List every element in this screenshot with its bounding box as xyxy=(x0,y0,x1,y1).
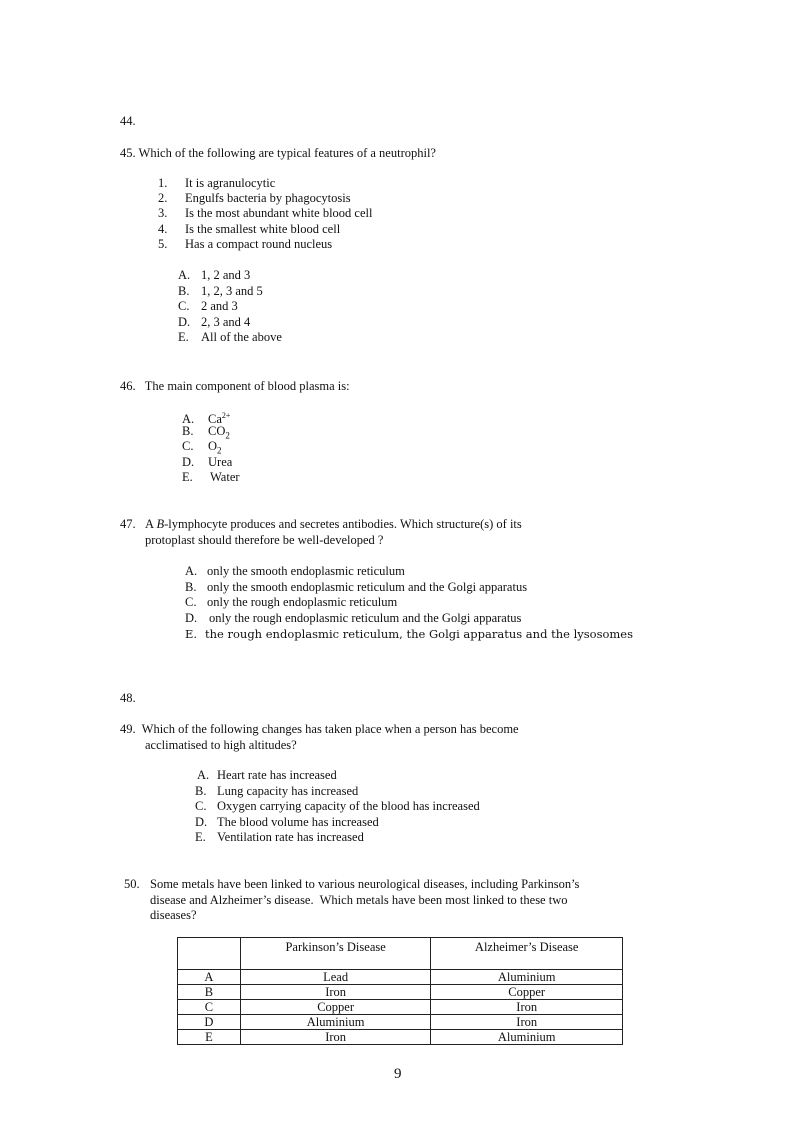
table-cell: Iron xyxy=(431,1000,623,1015)
option-letter: E. xyxy=(182,470,193,484)
answer-option-b[interactable] xyxy=(195,784,358,799)
statement-item xyxy=(158,191,351,206)
statement-item xyxy=(158,222,340,237)
table-cell: Lead xyxy=(240,970,431,985)
answer-option-d[interactable] xyxy=(178,315,250,330)
question-text-rest: -lymphocyte produces and secretes antibodies. Which structure(s) of its xyxy=(164,517,522,531)
statement-number: 5. xyxy=(158,237,168,251)
table-cell: A xyxy=(178,970,241,985)
option-letter: C. xyxy=(185,595,197,609)
option-text: The blood volume has increased xyxy=(217,815,379,829)
question-49-line-1: 49. Which of the following changes has taken place when a person has become xyxy=(120,722,519,736)
table-header-cell: Parkinson’s Disease xyxy=(240,938,431,970)
option-text: only the smooth endoplasmic reticulum xyxy=(207,564,405,578)
table-cell: E xyxy=(178,1030,241,1045)
answer-option-e[interactable] xyxy=(182,470,240,485)
statement-text: Is the most abundant white blood cell xyxy=(185,206,373,220)
statement-number: 2. xyxy=(158,191,168,205)
question-50-number: 50. xyxy=(124,877,140,891)
option-text: only the rough endoplasmic reticulum xyxy=(207,595,398,609)
table-cell: C xyxy=(178,1000,241,1015)
question-45-text: 45. Which of the following are typical features of a neutrophil? xyxy=(120,146,436,160)
option-letter: B. xyxy=(178,284,190,298)
statement-item xyxy=(158,206,372,221)
statement-text: It is agranulocytic xyxy=(185,176,276,190)
question-46-text: 46. The main component of blood plasma is: xyxy=(120,379,350,393)
option-letter: B. xyxy=(182,424,194,438)
option-letter: D. xyxy=(195,815,208,829)
table-row[interactable] xyxy=(178,1015,623,1030)
question-50-line-3: diseases? xyxy=(150,908,197,922)
table-cell: Copper xyxy=(240,1000,431,1015)
option-text: All of the above xyxy=(201,330,282,344)
table-cell: Aluminium xyxy=(431,1030,623,1045)
option-text: O xyxy=(208,439,218,453)
answer-option-d[interactable] xyxy=(195,815,379,830)
option-text: Lung capacity has increased xyxy=(217,784,359,798)
option-text: Heart rate has increased xyxy=(217,768,337,782)
option-text: only the smooth endoplasmic reticulum and the Golgi apparatus xyxy=(207,580,528,594)
option-text: only the rough endoplasmic reticulum and the Golgi apparatus xyxy=(209,611,522,625)
option-text: Urea xyxy=(208,455,233,469)
table-header-cell xyxy=(178,938,241,970)
table-row[interactable] xyxy=(178,1000,623,1015)
table-cell: Aluminium xyxy=(240,1015,431,1030)
question-number: 47. xyxy=(120,517,136,531)
statement-text: Has a compact round nucleus xyxy=(185,237,333,251)
question-text-italic: B xyxy=(156,517,165,531)
statement-text: Engulfs bacteria by phagocytosis xyxy=(185,191,351,205)
table-cell: D xyxy=(178,1015,241,1030)
option-text: 1, 2, 3 and 5 xyxy=(201,284,263,298)
table-cell: Copper xyxy=(431,985,623,1000)
question-50-line-2: disease and Alzheimer’s disease. Which metals have been most linked to these two xyxy=(150,893,568,907)
option-letter: A. xyxy=(185,564,198,578)
answer-option-e[interactable] xyxy=(195,830,364,845)
option-text: 2, 3 and 4 xyxy=(201,315,251,329)
statement-item xyxy=(158,176,275,191)
answer-option-a[interactable] xyxy=(197,768,337,783)
answer-option-d[interactable] xyxy=(182,455,232,470)
statement-number: 4. xyxy=(158,222,168,236)
option-letter: E. xyxy=(185,627,198,641)
option-text: 2 and 3 xyxy=(201,299,238,313)
table-row[interactable] xyxy=(178,1030,623,1045)
question-50-line-1: Some metals have been linked to various neurological diseases, including Parkinson’s xyxy=(150,877,580,891)
option-letter: D. xyxy=(185,611,198,625)
option-letter: B. xyxy=(185,580,197,594)
statement-item xyxy=(158,237,332,252)
option-letter: A. xyxy=(182,412,195,427)
answer-option-a[interactable] xyxy=(185,564,405,579)
table-header-cell: Alzheimer’s Disease xyxy=(431,938,623,970)
table-cell: Aluminium xyxy=(431,970,623,985)
option-text: 1, 2 and 3 xyxy=(201,268,251,282)
answer-option-c[interactable] xyxy=(185,595,397,610)
statement-number: 3. xyxy=(158,206,168,220)
question-44-number: 44. xyxy=(120,114,136,128)
statement-text: Is the smallest white blood cell xyxy=(185,222,341,236)
answer-option-e[interactable] xyxy=(185,627,633,642)
answer-option-c[interactable] xyxy=(178,299,238,314)
answer-option-b[interactable] xyxy=(185,580,527,595)
answer-table xyxy=(177,937,623,1045)
table-row[interactable] xyxy=(178,985,623,1000)
option-text: Ventilation rate has increased xyxy=(217,830,364,844)
option-subscript: 2 xyxy=(217,445,222,456)
answer-option-c[interactable] xyxy=(195,799,480,814)
table-row[interactable] xyxy=(178,970,623,985)
question-47-line-1 xyxy=(120,517,522,532)
table-cell: Iron xyxy=(240,1030,431,1045)
question-49-line-2: acclimatised to high altitudes? xyxy=(145,738,297,752)
question-48-number: 48. xyxy=(120,691,136,705)
table-cell: Iron xyxy=(431,1015,623,1030)
statement-number: 1. xyxy=(158,176,168,190)
answer-option-b[interactable] xyxy=(178,284,263,299)
option-text: Ca xyxy=(208,412,222,427)
option-text: Water xyxy=(210,470,240,484)
option-letter: C. xyxy=(178,299,190,313)
option-letter: E. xyxy=(178,330,189,344)
option-subscript: 2 xyxy=(225,430,230,441)
table-header-row xyxy=(178,938,623,970)
answer-option-d[interactable] xyxy=(185,611,521,626)
option-text: CO xyxy=(208,424,226,438)
option-superscript: 2+ xyxy=(221,411,231,420)
option-letter: D. xyxy=(178,315,191,329)
table-cell: B xyxy=(178,985,241,1000)
option-letter: E. xyxy=(195,830,206,844)
option-letter: C. xyxy=(182,439,194,453)
answer-option-e[interactable] xyxy=(178,330,282,345)
answer-option-a[interactable] xyxy=(178,268,250,283)
option-text: Oxygen carrying capacity of the blood has increased xyxy=(217,799,480,813)
option-letter: D. xyxy=(182,455,195,469)
option-text: the rough endoplasmic reticulum, the Golgi apparatus and the lysosomes xyxy=(205,627,634,641)
page-number: 9 xyxy=(394,1066,402,1082)
question-text-start: A xyxy=(145,517,157,531)
option-letter: B. xyxy=(195,784,207,798)
table-cell: Iron xyxy=(240,985,431,1000)
option-letter: C. xyxy=(195,799,207,813)
option-letter: A. xyxy=(178,268,191,282)
option-letter: A. xyxy=(197,768,210,782)
question-47-line-2: protoplast should therefore be well-developed ? xyxy=(145,533,384,547)
